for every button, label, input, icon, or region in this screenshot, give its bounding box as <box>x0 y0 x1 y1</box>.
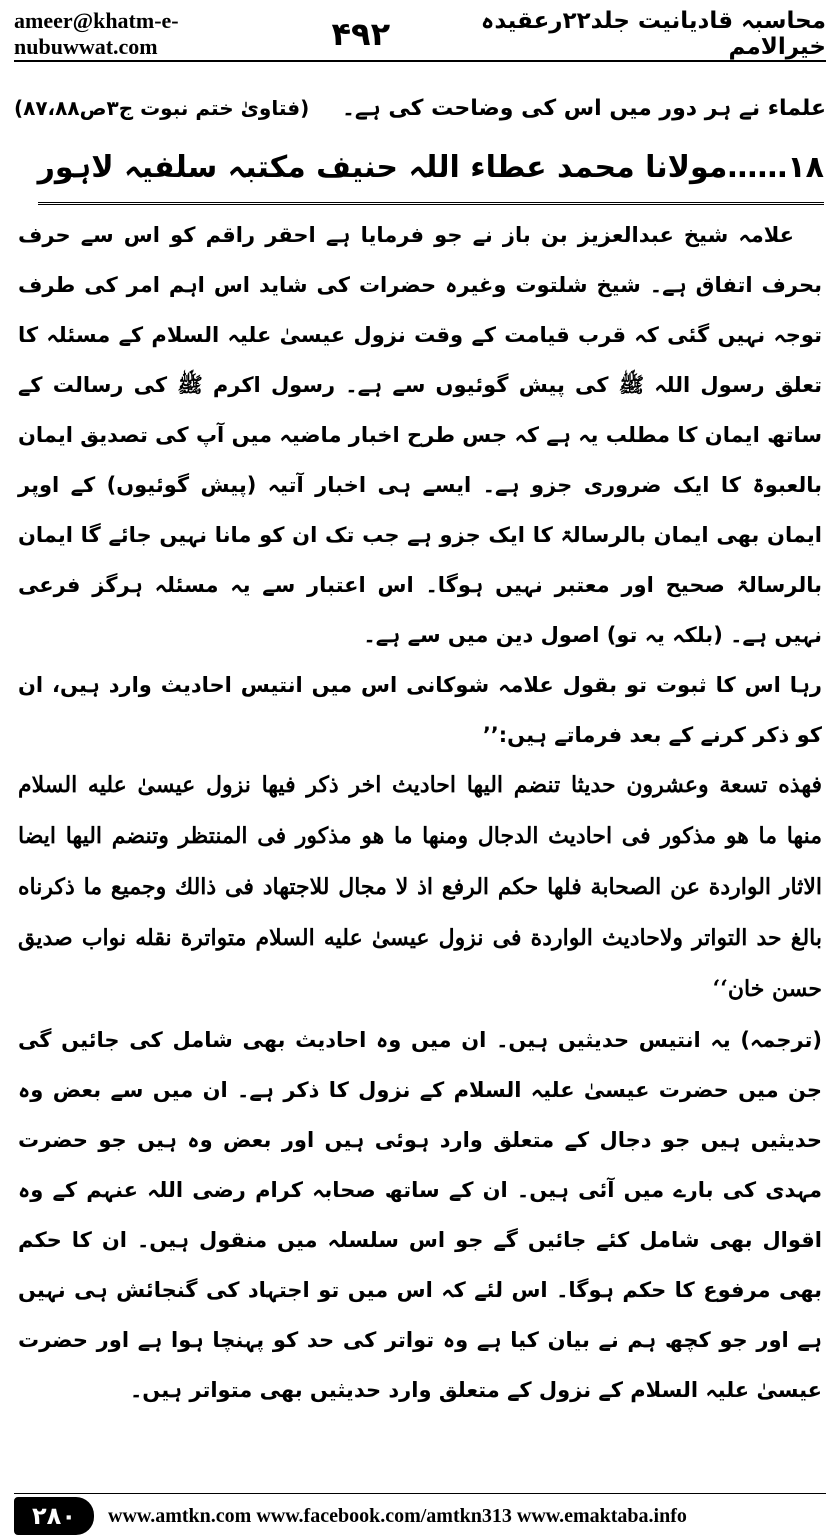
paragraph-2: رہا اس کا ثبوت تو بقول علامہ شوکانی اس میں انتیس احادیث وارد ہیں، ان کو ذکر کرنے کے بعد فرماتے ہیں:’’ <box>18 673 822 747</box>
page-footer <box>14 1493 826 1538</box>
header-left-group <box>14 8 390 60</box>
footer-urls: www.amtkn.com www.facebook.com/amtkn313 www.emaktaba.info <box>108 1504 687 1527</box>
reference-text: علماء نے ہر دور میں اس کی وضاحت کی ہے۔ <box>342 95 826 121</box>
header-email: ameer@khatm-e-nubuwwat.com <box>14 8 179 59</box>
translation-paragraph: (ترجمہ) یہ انتیس حدیثیں ہیں۔ ان میں وہ احادیث بھی شامل کی جائیں گی جن میں حضرت عیسیٰ علیہ السلام کے نزول کا ذکر ہے۔ ان میں سے بعض وہ حدیثیں ہیں جو دجال کے متعلق وارد ہوئی ہیں اور بعض وہ ہیں جو حضرت مہدی کی بارے میں آئی ہیں۔ ان کے ساتھ صحابہ کرام رضی اللہ عنہم کے وہ اقوال بھی شامل کئے جائیں گے جو اس سلسلہ میں منقول ہیں۔ ان کا حکم بھی مرفوع کا حکم ہوگا۔ اس لئے کہ اس میں تو اجتہاد کی گنجائش ہی نہیں ہے اور جو کچھ ہم نے بیان کیا ہے وہ تواتر کی حد کو پہنچا ہوا ہے اور حضرت عیسیٰ علیہ السلام کے نزول کے متعلق وارد حدیثیں بھی متواتر ہیں۔ <box>18 1028 822 1402</box>
footer-folio: ۲۸۰ <box>14 1497 94 1535</box>
section-heading: ۱۸……مولانا محمد عطاء اللہ حنیف مکتبہ سلفیہ لاہور <box>38 150 824 205</box>
paragraph-1: علامہ شیخ عبدالعزیز بن باز نے جو فرمایا ہے احقر راقم کو اس سے حرف بحرف اتفاق ہے۔ شیخ شلتوت وغیرہ حضرات کی شاید اس اہم امر کی طرف توجہ نہیں گئی کہ قرب قیامت کے وقت نزول عیسیٰ علیہ السلام کے مسئلہ کا تعلق رسول اللہ ﷺ کی پیش گوئیوں سے ہے۔ رسول اکرم ﷺ کی رسالت کے ساتھ ایمان کا مطلب یہ ہے کہ جس طرح اخبار ماضیہ میں آپ کی تصدیق ایمان بالعبوۃ کا ایک ضروری جزو ہے۔ ایسے ہی اخبار آتیہ (پیش گوئیوں) کے اوپر ایمان بھی ایمان بالرسالۃ کا ایک جزو ہے جب تک ان کو مانا نہیں جائے گا ایمان بالرسالۃ صحیح اور معتبر نہیں ہوگا۔ اس اعتبار سے یہ مسئلہ ہرگز فرعی نہیں ہے۔ (بلکہ یہ تو) اصول دین میں سے ہے۔ <box>18 223 822 647</box>
body-text <box>18 210 822 1415</box>
reference-line <box>14 86 826 130</box>
reference-citation: (فتاویٰ ختم نبوت ج۳ص۸۷،۸۸) <box>14 96 310 120</box>
header-running-title: محاسبہ قادیانیت جلد۲۲رعقیدہ خیرالامم <box>480 8 826 60</box>
arabic-quote: فهذه تسعة وعشرون حديثا تنضم اليها احاديث اخر ذكر فيها نزول عيسىٰ عليه السلام منها ما هو مذكور فى احاديث الدجال ومنها ما هو مذكور فى المنتظر وتنضم اليها ايضا الاثار الواردة عن الصحابة فلها حكم الرفع اذ لا مجال للاجتهاد فى ذالك وجميع ما ذكرناه بالغ حد التواتر ولاحاديث الواردة فى نزول عيسىٰ عليه السلام متواترة نقله نواب صديق حسن خان‘‘ <box>18 772 822 1002</box>
page-header <box>14 8 826 62</box>
header-page-number: ۴۹۲ <box>331 15 391 53</box>
